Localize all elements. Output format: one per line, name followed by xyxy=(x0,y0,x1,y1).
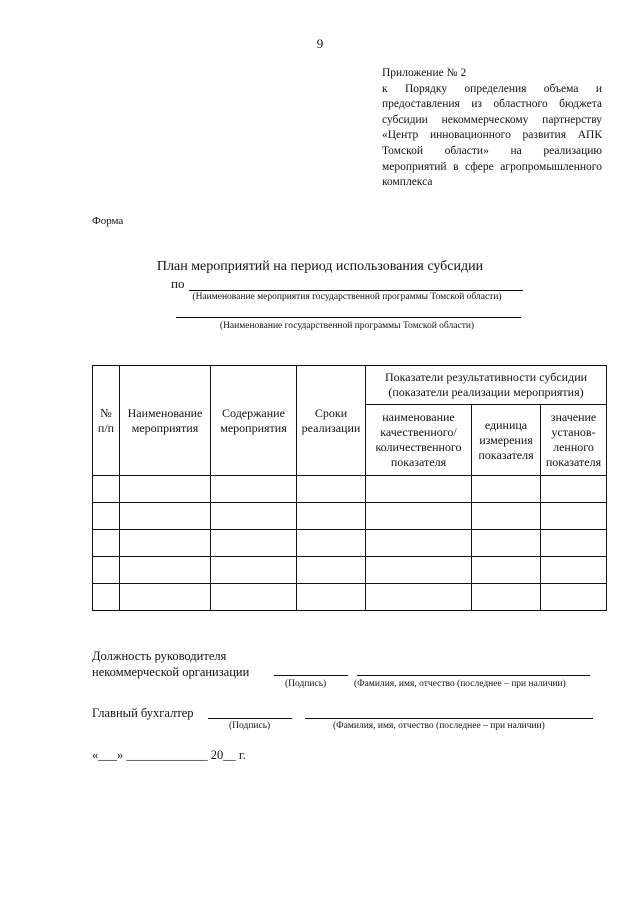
table-cell[interactable] xyxy=(297,503,366,530)
col-header-event-content: Содержание мероприятия xyxy=(211,366,297,476)
table-cell[interactable] xyxy=(297,584,366,611)
accountant-signature-field[interactable] xyxy=(208,718,292,719)
table-cell[interactable] xyxy=(541,584,607,611)
table-row xyxy=(93,476,607,503)
table-row xyxy=(93,503,607,530)
col-header-unit: единица измерения показателя xyxy=(472,405,541,476)
table-cell[interactable] xyxy=(120,530,211,557)
col-header-indicators-group: Показатели результативности субсидии (показатели реализации мероприятия) xyxy=(366,366,607,405)
table-row xyxy=(93,584,607,611)
plan-title: План мероприятий на период использования субсидии xyxy=(156,259,484,274)
table-cell[interactable] xyxy=(541,503,607,530)
table-cell[interactable] xyxy=(472,557,541,584)
table-cell[interactable] xyxy=(93,476,120,503)
table-cell[interactable] xyxy=(366,503,472,530)
table-cell[interactable] xyxy=(297,476,366,503)
head-full-name-field[interactable] xyxy=(357,675,590,676)
table-cell[interactable] xyxy=(366,584,472,611)
table-cell[interactable] xyxy=(472,530,541,557)
table-cell[interactable] xyxy=(366,530,472,557)
table-cell[interactable] xyxy=(211,476,297,503)
table-cell[interactable] xyxy=(120,503,211,530)
table-row xyxy=(93,557,607,584)
table-cell[interactable] xyxy=(120,557,211,584)
table-cell[interactable] xyxy=(211,530,297,557)
table-cell[interactable] xyxy=(472,584,541,611)
table-cell[interactable] xyxy=(93,503,120,530)
date-field[interactable]: «___» _____________ 20__ г. xyxy=(92,748,246,762)
table-cell[interactable] xyxy=(297,557,366,584)
appendix-title: Приложение № 2 xyxy=(382,67,467,79)
table-cell[interactable] xyxy=(541,557,607,584)
table-cell[interactable] xyxy=(93,584,120,611)
col-header-terms: Сроки реализации xyxy=(297,366,366,476)
accountant-signature-caption: (Подпись) xyxy=(229,721,271,731)
table-cell[interactable] xyxy=(120,584,211,611)
event-name-field[interactable] xyxy=(171,276,523,292)
table-cell[interactable] xyxy=(541,476,607,503)
form-label: Форма xyxy=(92,215,124,227)
col-header-number: № п/п xyxy=(93,366,120,476)
table-cell[interactable] xyxy=(366,476,472,503)
head-position-text: Должность руководителя некоммерческой организации xyxy=(92,649,250,679)
event-name-caption: (Наименование мероприятия государственной программы Томской области) xyxy=(192,292,502,302)
table-cell[interactable] xyxy=(366,557,472,584)
table-cell[interactable] xyxy=(120,476,211,503)
accountant-full-name-field[interactable] xyxy=(305,718,593,719)
chief-accountant-label: Главный бухгалтер xyxy=(92,706,194,720)
head-position-label xyxy=(92,648,262,680)
table-row xyxy=(93,530,607,557)
appendix-body: к Порядку определения объема и предоставления из областного бюджета субсидии некоммерческому партнерству «Центр инновационного развития АПК Томской области» на реализацию мероприятий в сфере агропромышленного комплекса xyxy=(382,82,602,189)
program-name-field[interactable] xyxy=(176,317,521,318)
col-header-event-name: Наименование мероприятия xyxy=(120,366,211,476)
table-cell[interactable] xyxy=(472,476,541,503)
plan-table xyxy=(92,365,607,611)
accountant-full-name-caption: (Фамилия, имя, отчество (последнее – при наличии) xyxy=(333,721,545,731)
table-cell[interactable] xyxy=(211,503,297,530)
event-name-underline xyxy=(189,290,523,291)
col-header-indicator-name: наименование качественного/ количественного показателя xyxy=(366,405,472,476)
program-name-caption: (Наименование государственной программы Томской области) xyxy=(219,321,475,331)
table-cell[interactable] xyxy=(541,530,607,557)
head-signature-field[interactable] xyxy=(274,675,348,676)
table-cell[interactable] xyxy=(472,503,541,530)
table-cell[interactable] xyxy=(211,584,297,611)
col-header-value: значение установ-ленного показателя xyxy=(541,405,607,476)
table-cell[interactable] xyxy=(93,557,120,584)
table-cell[interactable] xyxy=(211,557,297,584)
table-cell[interactable] xyxy=(297,530,366,557)
head-full-name-caption: (Фамилия, имя, отчество (последнее – при наличии) xyxy=(354,679,566,689)
head-signature-caption: (Подпись) xyxy=(285,679,327,689)
po-prefix: по xyxy=(171,276,185,291)
appendix-block xyxy=(382,66,602,191)
page-number: 9 xyxy=(316,36,324,51)
table-cell[interactable] xyxy=(93,530,120,557)
